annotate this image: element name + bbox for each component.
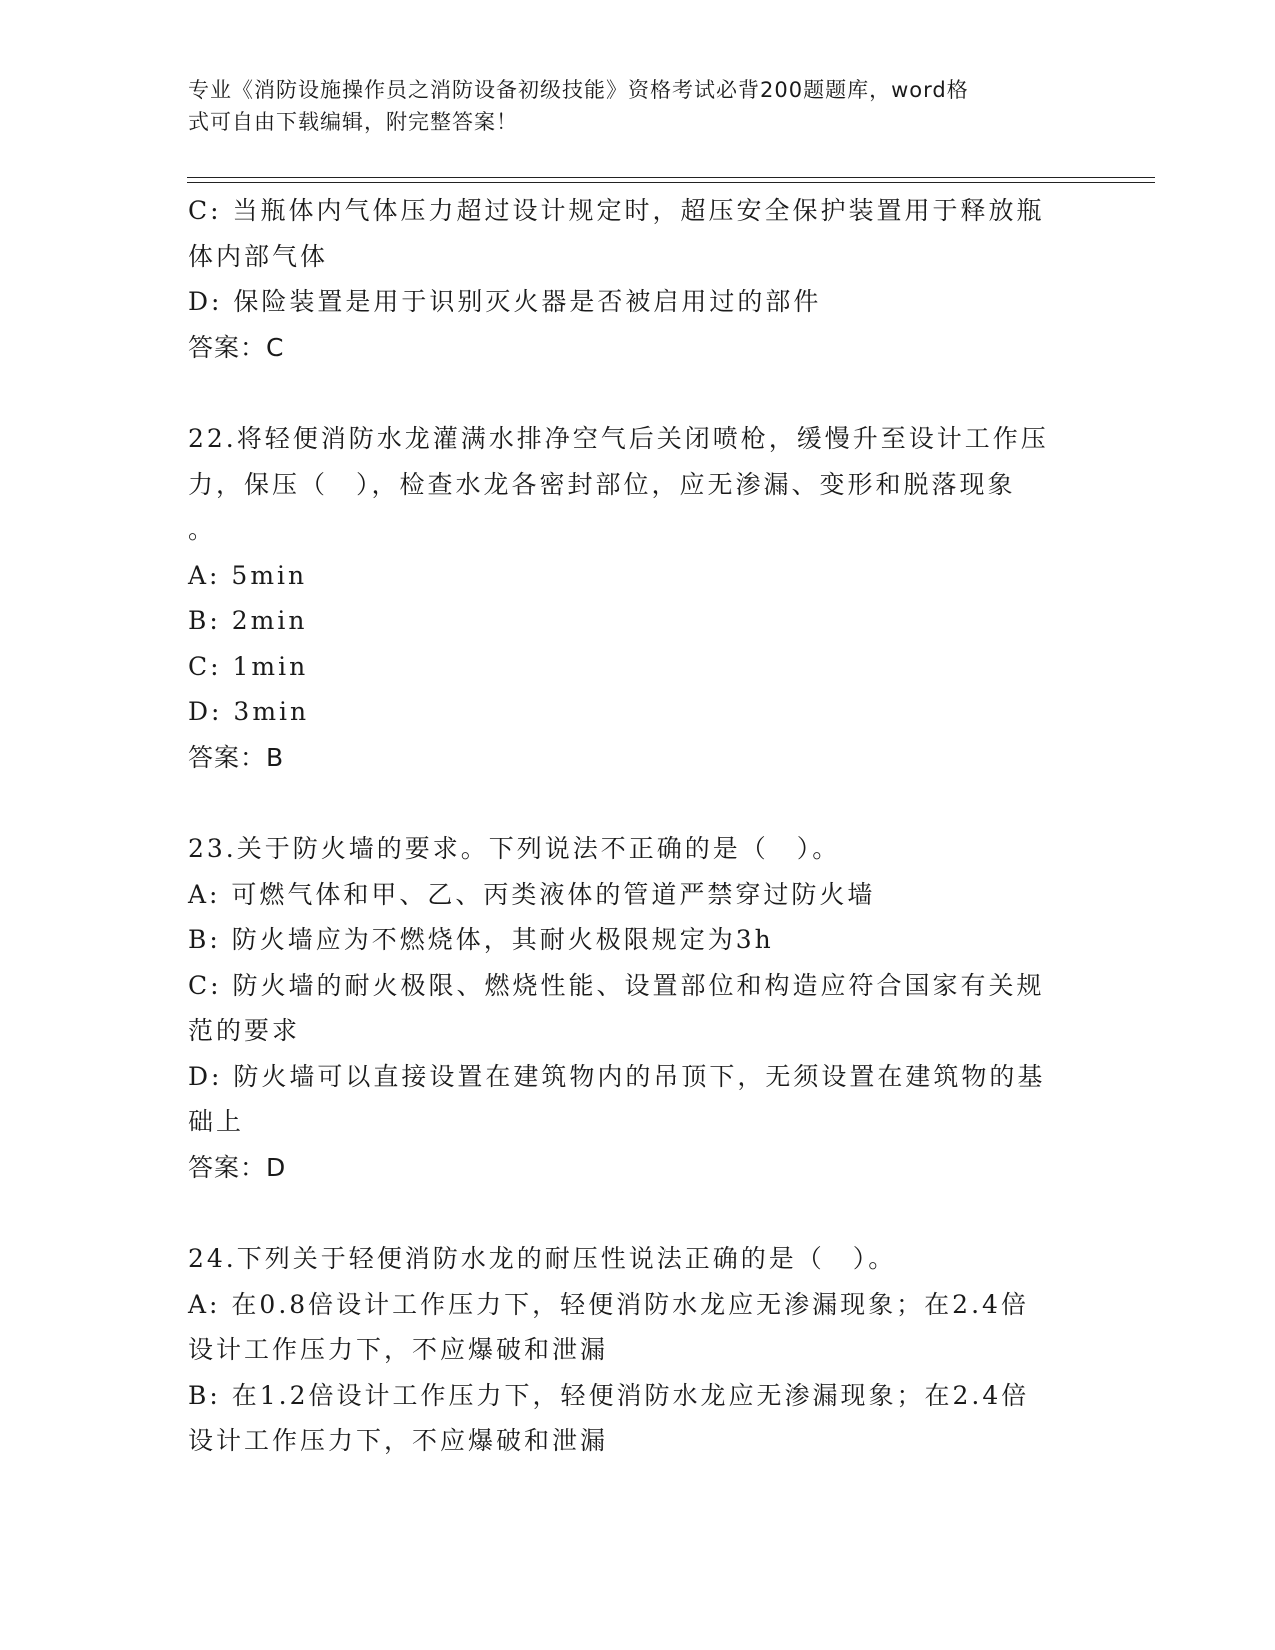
q22-stem-line-3: 。 [188, 515, 217, 544]
header-divider-top [187, 177, 1155, 178]
question-22 [188, 416, 1088, 780]
q21-option-d: D: 保险装置是用于识别灭火器是否被启用过的部件 [188, 287, 822, 316]
q24-option-a-line-2: 设计工作压力下，不应爆破和泄漏 [188, 1335, 609, 1364]
q21-option-c-line-1: C: 当瓶体内气体压力超过设计规定时，超压安全保护装置用于释放瓶 [188, 196, 1045, 225]
q24-stem: 24.下列关于轻便消防水龙的耐压性说法正确的是（ ）。 [188, 1244, 897, 1273]
q23-option-d-line-1: D: 防火墙可以直接设置在建筑物内的吊顶下，无须设置在建筑物的基 [188, 1061, 1046, 1091]
q21-option-c-line-2: 体内部气体 [188, 241, 329, 271]
q22-option-b: B: 2min [188, 606, 308, 635]
q23-option-d-line-2: 础上 [188, 1107, 245, 1136]
header-line-2: 式可自由下载编辑，附完整答案！ [188, 110, 518, 134]
q23-option-c-line-2: 范的要求 [188, 1016, 301, 1045]
q22-stem-line-1: 22.将轻便消防水龙灌满水排净空气后关闭喷枪，缓慢升至设计工作压 [188, 424, 1049, 453]
q23-option-a: A: 可燃气体和甲、乙、丙类液体的管道严禁穿过防火墙 [188, 879, 876, 909]
document-header [188, 74, 1068, 138]
q22-option-d: D: 3min [188, 697, 310, 726]
q23-option-b: B: 防火墙应为不燃烧体，其耐火极限规定为3h [188, 925, 774, 954]
question-23 [188, 826, 1088, 1190]
spacer [188, 1190, 1088, 1236]
question-content [188, 188, 1088, 1464]
q23-option-c-line-1: C: 防火墙的耐火极限、燃烧性能、设置部位和构造应符合国家有关规 [188, 970, 1045, 1000]
spacer [188, 370, 1088, 416]
question-21-tail [188, 188, 1088, 370]
header-line-1: 专业《消防设施操作员之消防设备初级技能》资格考试必背200题题库，word格 [188, 78, 969, 102]
q21-answer: 答案：C [188, 332, 285, 362]
q23-stem: 23.关于防火墙的要求。下列说法不正确的是（ ）。 [188, 834, 841, 863]
header-divider-bottom [187, 182, 1155, 183]
spacer [188, 780, 1088, 826]
question-24 [188, 1236, 1088, 1464]
q22-option-a: A: 5min [188, 560, 308, 590]
q24-option-b-line-2: 设计工作压力下，不应爆破和泄漏 [188, 1426, 609, 1455]
q22-stem-line-2: 力，保压（ ），检查水龙各密封部位，应无渗漏、变形和脱落现象 [188, 469, 1016, 499]
q22-option-c: C: 1min [188, 651, 309, 681]
q24-option-b-line-1: B: 在1.2倍设计工作压力下，轻便消防水龙应无渗漏现象；在2.4倍 [188, 1380, 1030, 1410]
q23-answer: 答案：D [188, 1152, 287, 1182]
q24-option-a-line-1: A: 在0.8倍设计工作压力下，轻便消防水龙应无渗漏现象；在2.4倍 [188, 1289, 1029, 1319]
q22-answer: 答案：B [188, 742, 285, 772]
